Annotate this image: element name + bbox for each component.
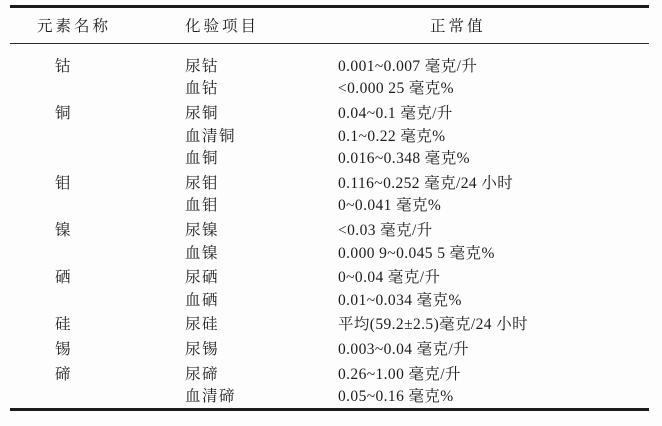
table-row <box>0 123 662 146</box>
test-item-cell: 血清碲 <box>185 388 237 406</box>
normal-value-cell: 0.001~0.007 毫克/升 <box>338 57 478 75</box>
test-item-cell: 血镍 <box>185 244 220 262</box>
element-group <box>0 312 662 335</box>
test-item-cell: 尿硅 <box>185 316 220 334</box>
normal-value-cell: 0.1~0.22 毫克% <box>338 127 446 145</box>
header-element-name: 元素名称 <box>37 18 112 35</box>
normal-value-cell: <0.03 毫克/升 <box>338 221 433 239</box>
element-name-cell: 钼 <box>55 174 72 192</box>
element-group <box>0 170 662 215</box>
normal-values-table <box>0 44 662 407</box>
normal-value-cell: 平均(59.2±2.5)毫克/24 小时 <box>338 316 529 334</box>
table-row <box>0 361 662 384</box>
element-group <box>0 265 662 310</box>
table-header-row <box>0 8 662 43</box>
normal-value-cell: 0.05~0.16 毫克% <box>338 388 454 406</box>
normal-value-cell: 0.26~1.00 毫克/升 <box>338 365 461 383</box>
test-item-cell: 血硒 <box>185 291 220 309</box>
table-row <box>0 193 662 216</box>
test-item-cell: 血清铜 <box>185 127 237 145</box>
element-name-cell: 镍 <box>55 221 72 239</box>
normal-value-cell: 0~0.04 毫克/升 <box>338 269 441 287</box>
test-item-cell: 尿碲 <box>185 365 220 383</box>
element-name-cell: 硅 <box>55 316 72 334</box>
test-item-cell: 尿锡 <box>185 340 220 358</box>
table-row <box>0 54 662 77</box>
table-bottom-rule <box>10 408 649 411</box>
table-row <box>0 240 662 263</box>
normal-value-cell: 0.04~0.1 毫克/升 <box>338 104 453 122</box>
header-normal-value: 正常值 <box>430 18 486 35</box>
test-item-cell: 血铜 <box>185 150 220 168</box>
test-item-cell: 尿硒 <box>185 269 220 287</box>
test-item-cell: 尿钴 <box>185 57 220 75</box>
element-name-cell: 铜 <box>55 104 72 122</box>
test-item-cell: 尿铜 <box>185 104 220 122</box>
normal-value-cell: <0.000 25 毫克% <box>338 80 454 98</box>
header-test-item: 化验项目 <box>185 18 260 35</box>
element-name-cell: 碲 <box>55 365 72 383</box>
element-group <box>0 361 662 406</box>
table-row <box>0 337 662 360</box>
normal-value-cell: 0.116~0.252 毫克/24 小时 <box>338 174 514 192</box>
normal-value-cell: 0.000 9~0.045 5 毫克% <box>338 244 495 262</box>
normal-value-cell: 0.003~0.04 毫克/升 <box>338 340 470 358</box>
table-row <box>0 76 662 99</box>
normal-value-cell: 0.016~0.348 毫克% <box>338 150 470 168</box>
element-name-cell: 硒 <box>55 269 72 287</box>
table-row <box>0 265 662 288</box>
element-group <box>0 54 662 99</box>
table-row <box>0 170 662 193</box>
element-name-cell: 锡 <box>55 340 72 358</box>
test-item-cell: 血钼 <box>185 197 220 215</box>
element-group <box>0 101 662 169</box>
normal-value-cell: 0.01~0.034 毫克% <box>338 291 462 309</box>
table-row <box>0 146 662 169</box>
table-row <box>0 312 662 335</box>
table-row <box>0 287 662 310</box>
table-row <box>0 384 662 407</box>
element-name-cell: 钴 <box>55 57 72 75</box>
element-group <box>0 218 662 263</box>
table-row <box>0 101 662 124</box>
test-item-cell: 血钴 <box>185 80 220 98</box>
normal-value-cell: 0~0.041 毫克% <box>338 197 442 215</box>
test-item-cell: 尿镍 <box>185 221 220 239</box>
element-group <box>0 337 662 360</box>
test-item-cell: 尿钼 <box>185 174 220 192</box>
table-row <box>0 218 662 241</box>
